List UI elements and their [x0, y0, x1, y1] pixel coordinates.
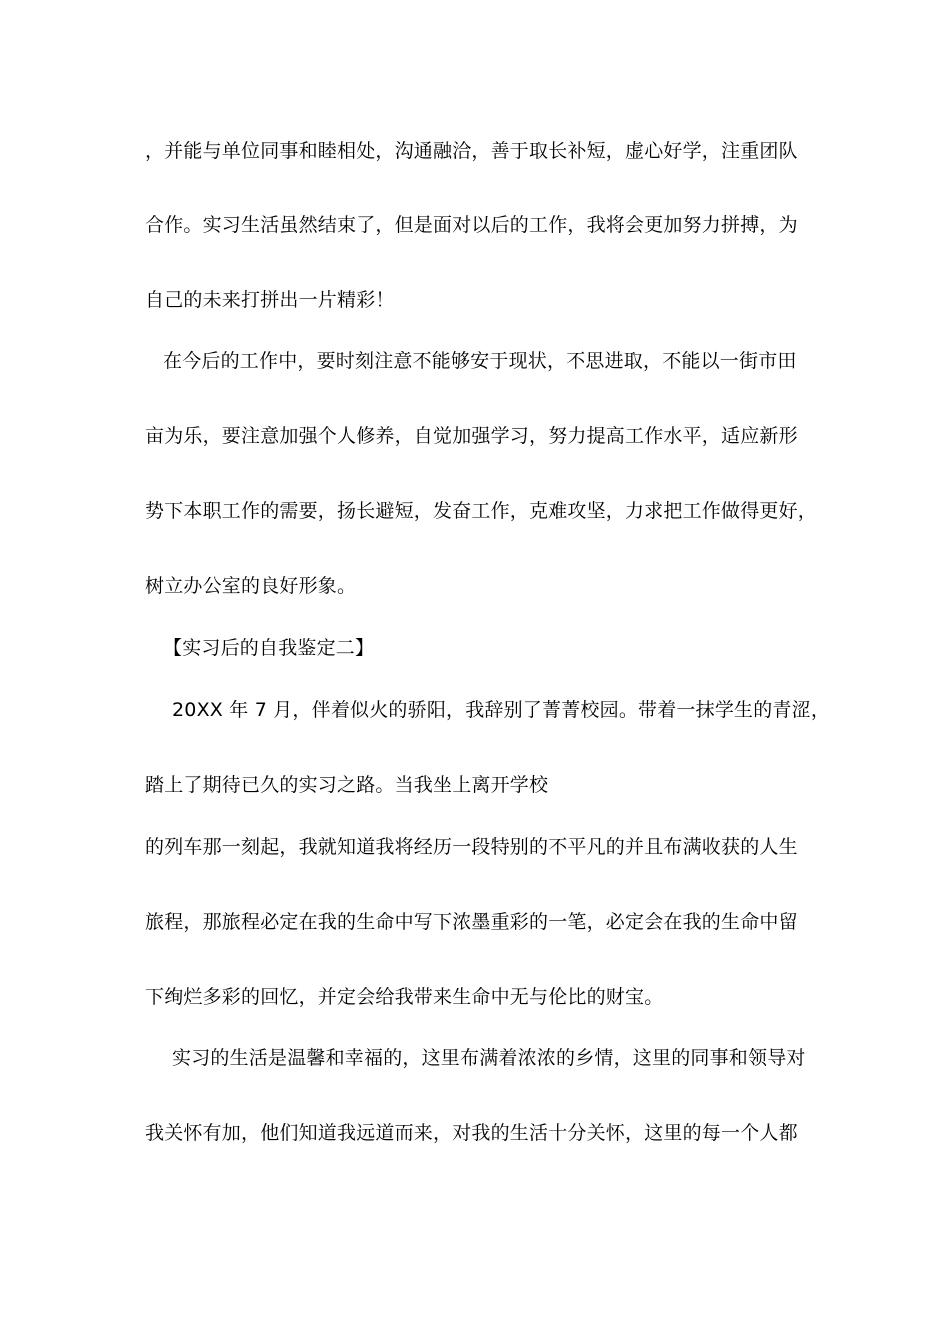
text-line-2: 合作。实习生活虽然结束了，但是面对以后的工作，我将会更加努力拼搏，为 [145, 214, 798, 236]
text-line-6: 势下本职工作的需要，扬长避短，发奋工作，克难攻坚，力求把工作做得更好， [145, 500, 818, 522]
text-line-13: 实习的生活是温馨和幸福的，这里布满着浓浓的乡情，这里的同事和领导对 [172, 1047, 806, 1069]
text-line-1: ，并能与单位同事和睦相处，沟通融洽，善于取长补短，虚心好学，注重团队 [145, 140, 798, 162]
text-line-12: 下绚烂多彩的回忆，并定会给我带来生命中无与伦比的财宝。 [145, 986, 664, 1008]
text-line-10: 的列车那一刻起，我就知道我将经历一段特别的不平凡的并且布满收获的人生 [145, 836, 798, 858]
text-line-14: 我关怀有加，他们知道我远道而来，对我的生活十分关怀，这里的每一个人都 [145, 1122, 798, 1144]
text-line-5: 亩为乐，要注意加强个人修养，自觉加强学习，努力提高工作水平，适应新形 [145, 425, 798, 447]
text-line-9: 踏上了期待已久的实习之路。当我坐上离开学校 [145, 774, 549, 796]
text-line-4: 在今后的工作中，要时刻注意不能够安于现状，不思进取，不能以一街市田 [163, 350, 797, 372]
section-heading: 【实习后的自我鉴定二】 [163, 637, 375, 659]
text-line-8: 20XX 年 7 月，伴着似火的骄阳，我辞别了菁菁校园。带着一抹学生的青涩， [172, 699, 831, 721]
text-line-7: 树立办公室的良好形象。 [145, 575, 357, 597]
text-line-11: 旅程，那旅程必定在我的生命中写下浓墨重彩的一笔，必定会在我的生命中留 [145, 911, 798, 933]
text-line-3: 自己的未来打拼出一片精彩！ [145, 289, 395, 311]
